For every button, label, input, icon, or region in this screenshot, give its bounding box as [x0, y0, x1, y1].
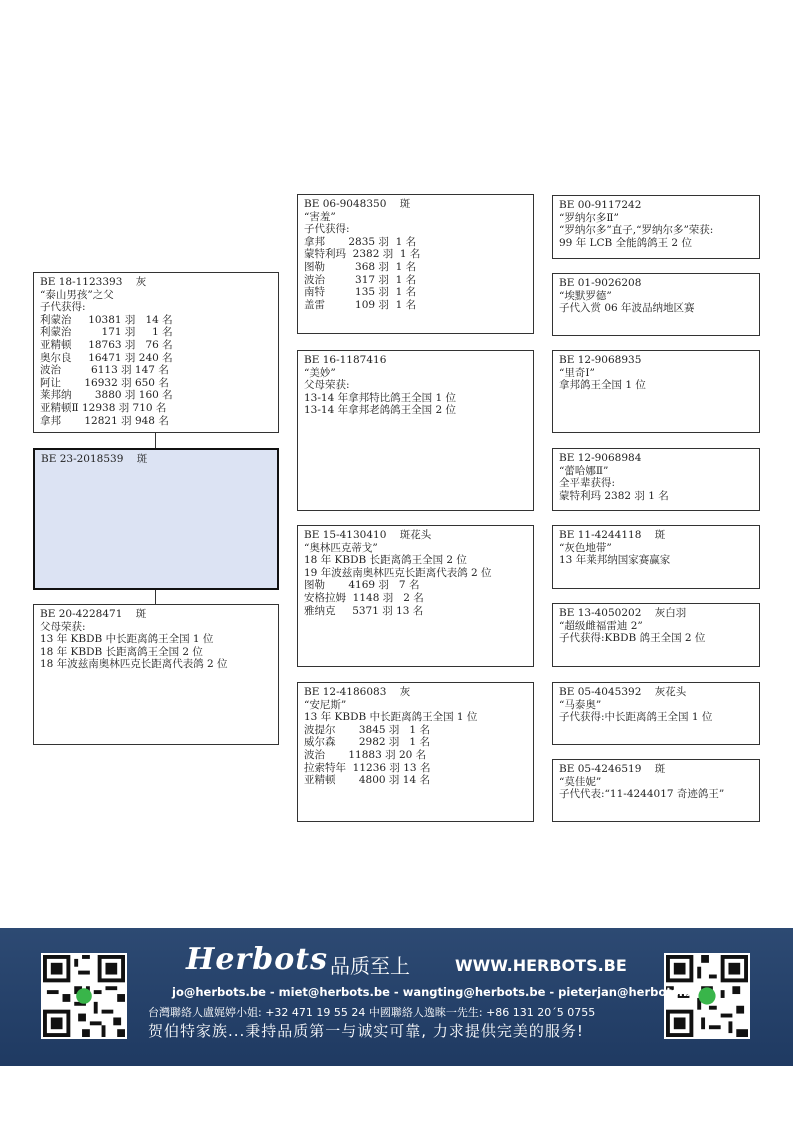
- card-line: 雅纳克 5371 羽 13 名: [304, 604, 424, 617]
- card-line: “奥林匹克蒂戈”: [304, 541, 378, 554]
- card-line: 子代获得:: [40, 301, 86, 314]
- card-line: 亚精顿 18763 羽 76 名: [40, 338, 173, 351]
- ring-number: BE 23-2018539 斑: [41, 453, 148, 465]
- card-line: 父母荣获:: [40, 620, 86, 633]
- ring-number: BE 20-4228471 斑: [40, 608, 147, 620]
- card-line: “马泰奥”: [559, 698, 602, 711]
- card-line: 99 年 LCB 全能鸽鸽王 2 位: [559, 236, 692, 249]
- ssd-card[interactable]: [552, 273, 760, 336]
- card-line: “里奇Ⅰ”: [559, 366, 595, 379]
- card-line: “美妙”: [304, 366, 336, 379]
- sire-card[interactable]: [33, 272, 279, 433]
- card-line: 19 年波兹南奥林匹克长距离代表鸽 2 位: [304, 566, 492, 579]
- ring-number: BE 00-9117242: [559, 199, 642, 211]
- ring-number: BE 12-9068935: [559, 354, 642, 366]
- connector-dam: [155, 589, 156, 605]
- card-line: 18 年 KBDB 长距离鸽王全国 2 位: [40, 645, 203, 658]
- card-line: “罗纳尔多”直子,“罗纳尔多”荣获:: [559, 224, 714, 237]
- card-line: 全平辈获得:: [559, 477, 616, 490]
- ring-number: BE 12-9068984: [559, 452, 642, 464]
- family-motto: 贺伯特家族...秉持品质第一与诚实可靠, 力求提供完美的服务!: [148, 1022, 584, 1040]
- card-line: 威尔森 2982 羽 1 名: [304, 736, 430, 749]
- card-line: 波治 6113 羽 147 名: [40, 364, 169, 377]
- card-line: 奥尔良 16471 羽 240 名: [40, 351, 173, 364]
- ring-number: BE 15-4130410 斑花头: [304, 529, 432, 541]
- herbots-logo: Herbots: [186, 942, 328, 977]
- card-line: 盖雷 109 羽 1 名: [304, 298, 417, 311]
- dam-card[interactable]: [33, 604, 279, 745]
- card-line: “泰山男孩”之父: [40, 288, 114, 301]
- qr-code-icon: [41, 953, 127, 1039]
- email-contacts[interactable]: jo@herbots.be - miet@herbots.be - wangting@herbots.be - pieterjan@herbots.be: [172, 985, 700, 999]
- card-line: “害羞”: [304, 210, 336, 223]
- card-line: 安格拉姆 1148 羽 2 名: [304, 591, 424, 604]
- card-line: 13-14 年拿邦特比鸽王全国 1 位: [304, 391, 456, 404]
- card-line: 图勒 4169 羽 7 名: [304, 579, 420, 592]
- ring-number: BE 11-4244118 斑: [559, 529, 666, 541]
- ring-number: BE 18-1123393 灰: [40, 276, 147, 288]
- ring-number: BE 13-4050202 灰白羽: [559, 607, 687, 619]
- ring-number: BE 06-9048350 斑: [304, 198, 411, 210]
- connector-sire: [155, 432, 156, 449]
- card-line: 13 年 KBDB 中长距离鸽王全国 1 位: [304, 711, 478, 724]
- card-line: 亚精顿Ⅱ 12938 羽 710 名: [40, 401, 167, 414]
- card-line: 波治 317 羽 1 名: [304, 273, 417, 286]
- dsd-card[interactable]: [552, 603, 760, 667]
- card-line: 拿邦 2835 羽 1 名: [304, 235, 417, 248]
- dss-card[interactable]: [552, 525, 760, 589]
- card-line: “安尼斯”: [304, 698, 347, 711]
- card-line: 阿让 16932 羽 650 名: [40, 376, 169, 389]
- ring-number: BE 05-4246519 斑: [559, 763, 666, 775]
- sds-card[interactable]: [552, 350, 760, 433]
- dam-dam-card[interactable]: [297, 682, 534, 822]
- ddd-card[interactable]: [552, 759, 760, 822]
- card-line: 18 年 KBDB 长距离鸽王全国 2 位: [304, 554, 467, 567]
- card-line: 莱邦纳 3880 羽 160 名: [40, 389, 173, 402]
- brand-slogan: 品质至上: [330, 954, 410, 978]
- card-line: “蕾哈娜Ⅱ”: [559, 464, 609, 477]
- card-line: 蒙特利玛 2382 羽 1 名: [304, 248, 421, 261]
- ring-number: BE 12-4186083 灰: [304, 686, 411, 698]
- card-line: “灰色地带”: [559, 541, 612, 554]
- website-link[interactable]: WWW.HERBOTS.BE: [455, 956, 627, 975]
- phone-contacts: 台灣聯絡人盧娓婷小姐: +32 471 19 55 24 中國聯絡人逸睞一先生: +86 131 20´5 0755: [148, 1006, 596, 1019]
- card-line: 拿邦鸽王全国 1 位: [559, 379, 646, 392]
- card-line: 子代获得:KBDB 鸽王全国 2 位: [559, 632, 706, 645]
- card-line: 南特 135 羽 1 名: [304, 286, 417, 299]
- card-line: 子代获得:: [304, 223, 350, 236]
- dam-sire-card[interactable]: [297, 525, 534, 667]
- card-line: “埃默罗德”: [559, 289, 612, 302]
- card-line: 子代获得:中长距离鸽王全国 1 位: [559, 711, 713, 724]
- card-line: “超级雌福雷迪 2”: [559, 619, 643, 632]
- card-line: 拿邦 12821 羽 948 名: [40, 414, 169, 427]
- card-line: 利蒙治 171 羽 1 名: [40, 326, 173, 339]
- ring-number: BE 05-4045392 灰花头: [559, 686, 687, 698]
- sss-card[interactable]: [552, 195, 760, 259]
- ring-number: BE 01-9026208: [559, 277, 642, 289]
- subject-card[interactable]: [33, 448, 279, 590]
- card-line: 图勒 368 羽 1 名: [304, 260, 417, 273]
- card-line: “罗纳尔多Ⅱ”: [559, 211, 619, 224]
- card-line: 父母荣获:: [304, 379, 350, 392]
- card-line: 亚精顿 4800 羽 14 名: [304, 774, 430, 787]
- card-line: 波治 11883 羽 20 名: [304, 748, 427, 761]
- ring-number: BE 16-1187416: [304, 354, 387, 366]
- card-line: 13 年 KBDB 中长距离鸽王全国 1 位: [40, 633, 214, 646]
- card-line: 蒙特利玛 2382 羽 1 名: [559, 489, 669, 502]
- card-line: 拉索特年 11236 羽 13 名: [304, 761, 431, 774]
- card-line: 13 年莱邦纳国家赛赢家: [559, 554, 671, 567]
- card-line: 18 年波兹南奥林匹克长距离代表鸽 2 位: [40, 658, 228, 671]
- sire-dam-card[interactable]: [297, 350, 534, 511]
- card-line: 利蒙治 10381 羽 14 名: [40, 313, 173, 326]
- card-line: “莫佳妮”: [559, 775, 602, 788]
- card-line: 子代入赏 06 年波品纳地区赛: [559, 302, 695, 315]
- sdd-card[interactable]: [552, 448, 760, 511]
- card-line: 13-14 年拿邦老鸽鸽王全国 2 位: [304, 404, 456, 417]
- dds-card[interactable]: [552, 682, 760, 745]
- card-line: 波提尔 3845 羽 1 名: [304, 723, 430, 736]
- sire-sire-card[interactable]: [297, 194, 534, 334]
- card-line: 子代代表:“11-4244017 奇迹鸽王”: [559, 788, 725, 801]
